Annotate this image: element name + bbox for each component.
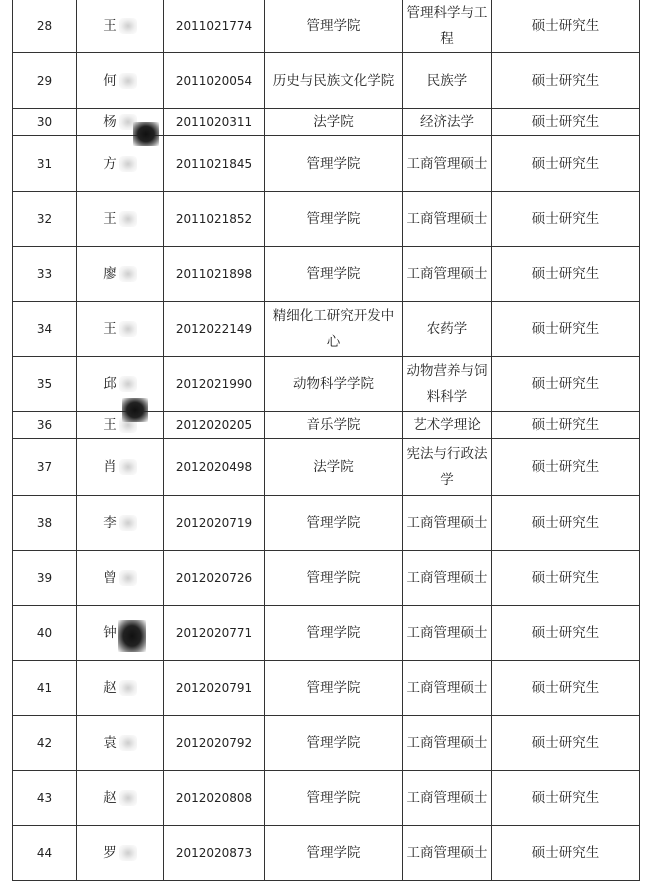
- student-id: 2012020498: [164, 439, 265, 496]
- name-redaction: [119, 321, 137, 337]
- student-name-text: 廖: [103, 266, 117, 282]
- student-id: 2012021990: [164, 357, 265, 412]
- student-name-text: 王: [103, 17, 117, 34]
- student-name: [77, 0, 164, 53]
- row-number: 31: [13, 136, 77, 192]
- student-name-text: 方: [103, 155, 117, 172]
- row-number: 33: [13, 247, 77, 302]
- student-id: 2012020719: [164, 496, 265, 551]
- degree-level: 硕士研究生: [492, 551, 640, 606]
- student-name: [77, 357, 164, 412]
- table-row: [13, 716, 640, 771]
- college-name: 管理学院: [265, 192, 403, 247]
- college-name: 管理学院: [265, 551, 403, 606]
- major-name: 经济法学: [403, 109, 492, 136]
- student-id: 2011021852: [164, 192, 265, 247]
- student-name: [77, 716, 164, 771]
- student-name: [77, 826, 164, 881]
- name-redaction: [119, 156, 137, 172]
- table-row: [13, 661, 640, 716]
- row-number: 44: [13, 826, 77, 881]
- degree-level: 硕士研究生: [492, 109, 640, 136]
- college-name: 历史与民族文化学院: [265, 53, 403, 109]
- row-number: 36: [13, 412, 77, 439]
- college-name: 精细化工研究开发中心: [265, 302, 403, 357]
- degree-level: 硕士研究生: [492, 606, 640, 661]
- table-row: [13, 771, 640, 826]
- major-name: 工商管理硕士: [403, 496, 492, 551]
- student-name: [77, 496, 164, 551]
- table-row: [13, 551, 640, 606]
- student-name-text: 罗: [103, 845, 117, 861]
- college-name: 管理学院: [265, 826, 403, 881]
- student-name: [77, 551, 164, 606]
- student-name-text: 李: [103, 515, 117, 531]
- major-name: 艺术学理论: [403, 412, 492, 439]
- row-number: 37: [13, 439, 77, 496]
- table-row: [13, 412, 640, 439]
- student-name-text: 何: [103, 72, 117, 89]
- name-redaction: [119, 211, 137, 227]
- student-name: [77, 192, 164, 247]
- student-name-text: 曾: [103, 570, 117, 586]
- degree-level: 硕士研究生: [492, 357, 640, 412]
- table-row: [13, 439, 640, 496]
- row-number: 29: [13, 53, 77, 109]
- student-name-text: 肖: [103, 459, 117, 475]
- college-name: 管理学院: [265, 247, 403, 302]
- student-name-text: 杨: [103, 114, 117, 130]
- student-name: [77, 302, 164, 357]
- degree-level: 硕士研究生: [492, 661, 640, 716]
- table-row: [13, 136, 640, 192]
- roster-body: [13, 0, 640, 881]
- student-id: 2012022149: [164, 302, 265, 357]
- college-name: 管理学院: [265, 716, 403, 771]
- college-name: 管理学院: [265, 606, 403, 661]
- college-name: 法学院: [265, 109, 403, 136]
- table-row: [13, 357, 640, 412]
- student-id: 2011020311: [164, 109, 265, 136]
- college-name: 管理学院: [265, 0, 403, 53]
- name-redaction: [119, 570, 137, 586]
- student-id: 2012020205: [164, 412, 265, 439]
- major-name: 工商管理硕士: [403, 551, 492, 606]
- major-name: 工商管理硕士: [403, 247, 492, 302]
- row-number: 43: [13, 771, 77, 826]
- student-id: 2011020054: [164, 53, 265, 109]
- table-row: [13, 109, 640, 136]
- student-name: [77, 53, 164, 109]
- name-redaction: [119, 735, 137, 751]
- major-name: 管理科学与工程: [403, 0, 492, 53]
- name-redaction: [119, 73, 137, 89]
- name-redaction: [119, 680, 137, 696]
- student-id: 2012020873: [164, 826, 265, 881]
- degree-level: 硕士研究生: [492, 0, 640, 53]
- name-redaction: [119, 515, 137, 531]
- degree-level: 硕士研究生: [492, 826, 640, 881]
- row-number: 35: [13, 357, 77, 412]
- student-name-text: 王: [103, 321, 117, 337]
- degree-level: 硕士研究生: [492, 247, 640, 302]
- student-id: 2011021774: [164, 0, 265, 53]
- major-name: 工商管理硕士: [403, 826, 492, 881]
- redaction-mark: [118, 620, 146, 652]
- student-id: 2012020726: [164, 551, 265, 606]
- degree-level: 硕士研究生: [492, 496, 640, 551]
- degree-level: 硕士研究生: [492, 771, 640, 826]
- degree-level: 硕士研究生: [492, 192, 640, 247]
- degree-level: 硕士研究生: [492, 53, 640, 109]
- major-name: 宪法与行政法学: [403, 439, 492, 496]
- student-name-text: 赵: [103, 680, 117, 696]
- degree-level: 硕士研究生: [492, 136, 640, 192]
- student-id: 2011021898: [164, 247, 265, 302]
- table-row: [13, 302, 640, 357]
- college-name: 管理学院: [265, 771, 403, 826]
- row-number: 28: [13, 0, 77, 53]
- student-name-text: 邱: [103, 376, 117, 392]
- table-row: [13, 496, 640, 551]
- student-name-text: 赵: [103, 790, 117, 806]
- row-number: 30: [13, 109, 77, 136]
- degree-level: 硕士研究生: [492, 716, 640, 771]
- student-name: [77, 247, 164, 302]
- student-name-text: 王: [103, 211, 117, 227]
- major-name: 工商管理硕士: [403, 661, 492, 716]
- college-name: 管理学院: [265, 661, 403, 716]
- student-id: 2012020792: [164, 716, 265, 771]
- row-number: 39: [13, 551, 77, 606]
- college-name: 法学院: [265, 439, 403, 496]
- row-number: 40: [13, 606, 77, 661]
- name-redaction: [119, 790, 137, 806]
- student-id: 2012020791: [164, 661, 265, 716]
- degree-level: 硕士研究生: [492, 439, 640, 496]
- college-name: 管理学院: [265, 136, 403, 192]
- row-number: 38: [13, 496, 77, 551]
- college-name: 动物科学学院: [265, 357, 403, 412]
- student-name-text: 钟: [103, 625, 117, 641]
- student-name: [77, 771, 164, 826]
- major-name: 工商管理硕士: [403, 136, 492, 192]
- major-name: 农药学: [403, 302, 492, 357]
- student-id: 2011021845: [164, 136, 265, 192]
- major-name: 工商管理硕士: [403, 771, 492, 826]
- student-name: [77, 439, 164, 496]
- major-name: 工商管理硕士: [403, 606, 492, 661]
- student-name-text: 王: [103, 417, 117, 433]
- student-name-text: 袁: [103, 735, 117, 751]
- student-name: [77, 412, 164, 439]
- name-redaction: [119, 376, 137, 392]
- student-roster-table: [12, 0, 640, 881]
- table-row: [13, 0, 640, 53]
- name-redaction: [119, 18, 137, 34]
- table-row: [13, 606, 640, 661]
- major-name: 动物营养与饲料科学: [403, 357, 492, 412]
- major-name: 民族学: [403, 53, 492, 109]
- row-number: 42: [13, 716, 77, 771]
- student-id: 2012020808: [164, 771, 265, 826]
- name-redaction: [119, 266, 137, 282]
- table-row: [13, 247, 640, 302]
- college-name: 管理学院: [265, 496, 403, 551]
- degree-level: 硕士研究生: [492, 302, 640, 357]
- table-row: [13, 192, 640, 247]
- table-row: [13, 53, 640, 109]
- major-name: 工商管理硕士: [403, 716, 492, 771]
- name-redaction: [119, 845, 137, 861]
- table-row: [13, 826, 640, 881]
- degree-level: 硕士研究生: [492, 412, 640, 439]
- student-name: [77, 661, 164, 716]
- row-number: 34: [13, 302, 77, 357]
- major-name: 工商管理硕士: [403, 192, 492, 247]
- row-number: 41: [13, 661, 77, 716]
- redaction-mark: [122, 398, 148, 422]
- student-id: 2012020771: [164, 606, 265, 661]
- name-redaction: [119, 459, 137, 475]
- college-name: 音乐学院: [265, 412, 403, 439]
- redaction-mark: [133, 122, 159, 146]
- row-number: 32: [13, 192, 77, 247]
